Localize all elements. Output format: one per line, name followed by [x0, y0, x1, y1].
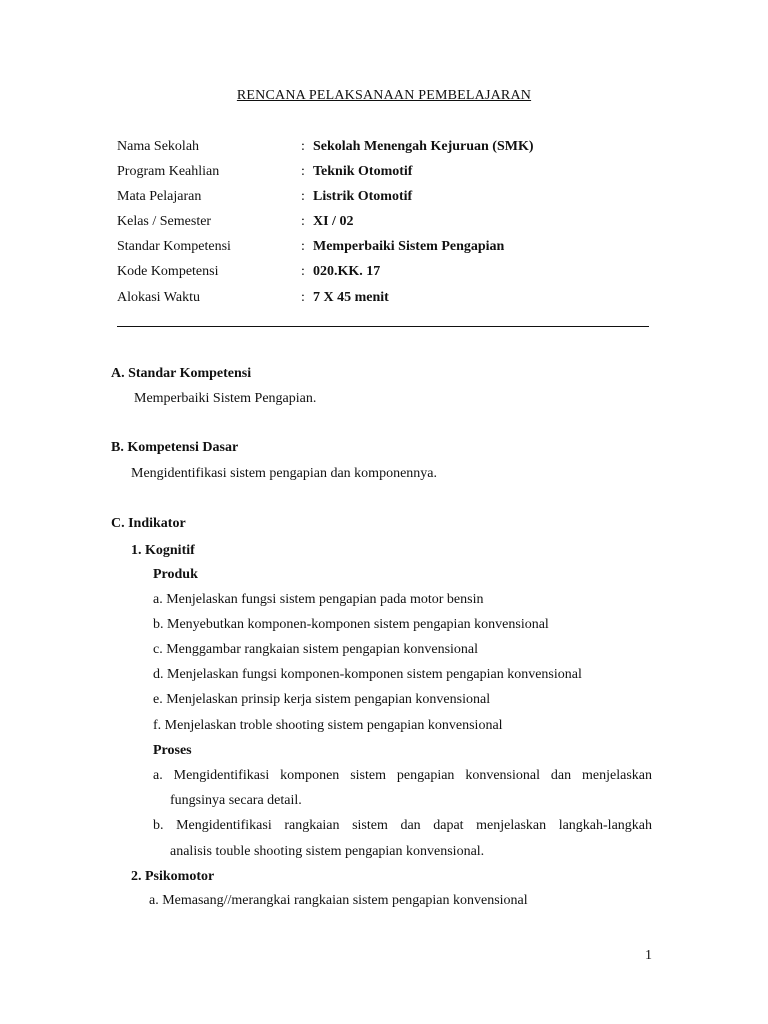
list-item: d. Menjelaskan fungsi komponen-komponen sistem pengapian konvensional: [153, 667, 582, 682]
kognitif-heading: 1. Kognitif: [131, 543, 195, 558]
section-c-heading: C. Indikator: [111, 516, 186, 531]
identity-colon: :: [301, 189, 305, 204]
identity-value: 020.KK. 17: [313, 264, 381, 279]
identity-value: XI / 02: [313, 214, 354, 229]
identity-value: Memperbaiki Sistem Pengapian: [313, 239, 505, 254]
identity-label: Kelas / Semester: [117, 214, 212, 229]
identity-value: 7 X 45 menit: [313, 290, 389, 305]
proses-label: Proses: [153, 743, 192, 758]
identity-value: Listrik Otomotif: [313, 189, 413, 204]
proses-item-a-line2: fungsinya secara detail.: [170, 793, 302, 808]
section-a-text: Memperbaiki Sistem Pengapian.: [134, 391, 317, 406]
identity-value: Teknik Otomotif: [313, 164, 413, 179]
identity-label: Kode Kompetensi: [117, 264, 219, 279]
identity-colon: :: [301, 214, 305, 229]
section-b-heading: B. Kompetensi Dasar: [111, 440, 239, 455]
list-item: a. Menjelaskan fungsi sistem pengapian pada motor bensin: [153, 592, 484, 607]
list-item: c. Menggambar rangkaian sistem pengapian konvensional: [153, 642, 479, 657]
page-number: 1: [645, 948, 652, 963]
list-item: f. Menjelaskan troble shooting sistem pengapian konvensional: [153, 718, 503, 733]
identity-value: Sekolah Menengah Kejuruan (SMK): [313, 139, 534, 154]
identity-colon: :: [301, 164, 305, 179]
identity-colon: :: [301, 139, 305, 154]
identity-label: Nama Sekolah: [117, 139, 200, 154]
document-title: RENCANA PELAKSANAAN PEMBELAJARAN: [236, 88, 532, 103]
identity-label: Mata Pelajaran: [117, 189, 202, 204]
identity-label: Program Keahlian: [117, 164, 220, 179]
psikomotor-item-a: a. Memasang//merangkai rangkaian sistem pengapian konvensional: [149, 893, 528, 908]
proses-item-a-line1: a. Mengidentifikasi komponen sistem pengapian konvensional dan menjelaskan: [153, 768, 652, 783]
section-b-text: Mengidentifikasi sistem pengapian dan komponennya.: [131, 466, 437, 481]
identity-colon: :: [301, 264, 305, 279]
header-divider: [117, 326, 649, 327]
identity-label: Alokasi Waktu: [117, 290, 200, 305]
list-item: e. Menjelaskan prinsip kerja sistem pengapian konvensional: [153, 692, 491, 707]
psikomotor-heading: 2. Psikomotor: [131, 869, 215, 884]
identity-label: Standar Kompetensi: [117, 239, 231, 254]
identity-colon: :: [301, 239, 305, 254]
proses-item-b-line1: b. Mengidentifikasi rangkaian sistem dan dapat menjelaskan langkah-langkah: [153, 818, 652, 833]
produk-label: Produk: [153, 567, 198, 582]
identity-colon: :: [301, 290, 305, 305]
list-item: b. Menyebutkan komponen-komponen sistem pengapian konvensional: [153, 617, 549, 632]
proses-item-b-line2: analisis touble shooting sistem pengapian konvensional.: [170, 844, 485, 859]
section-a-heading: A. Standar Kompetensi: [111, 366, 252, 381]
